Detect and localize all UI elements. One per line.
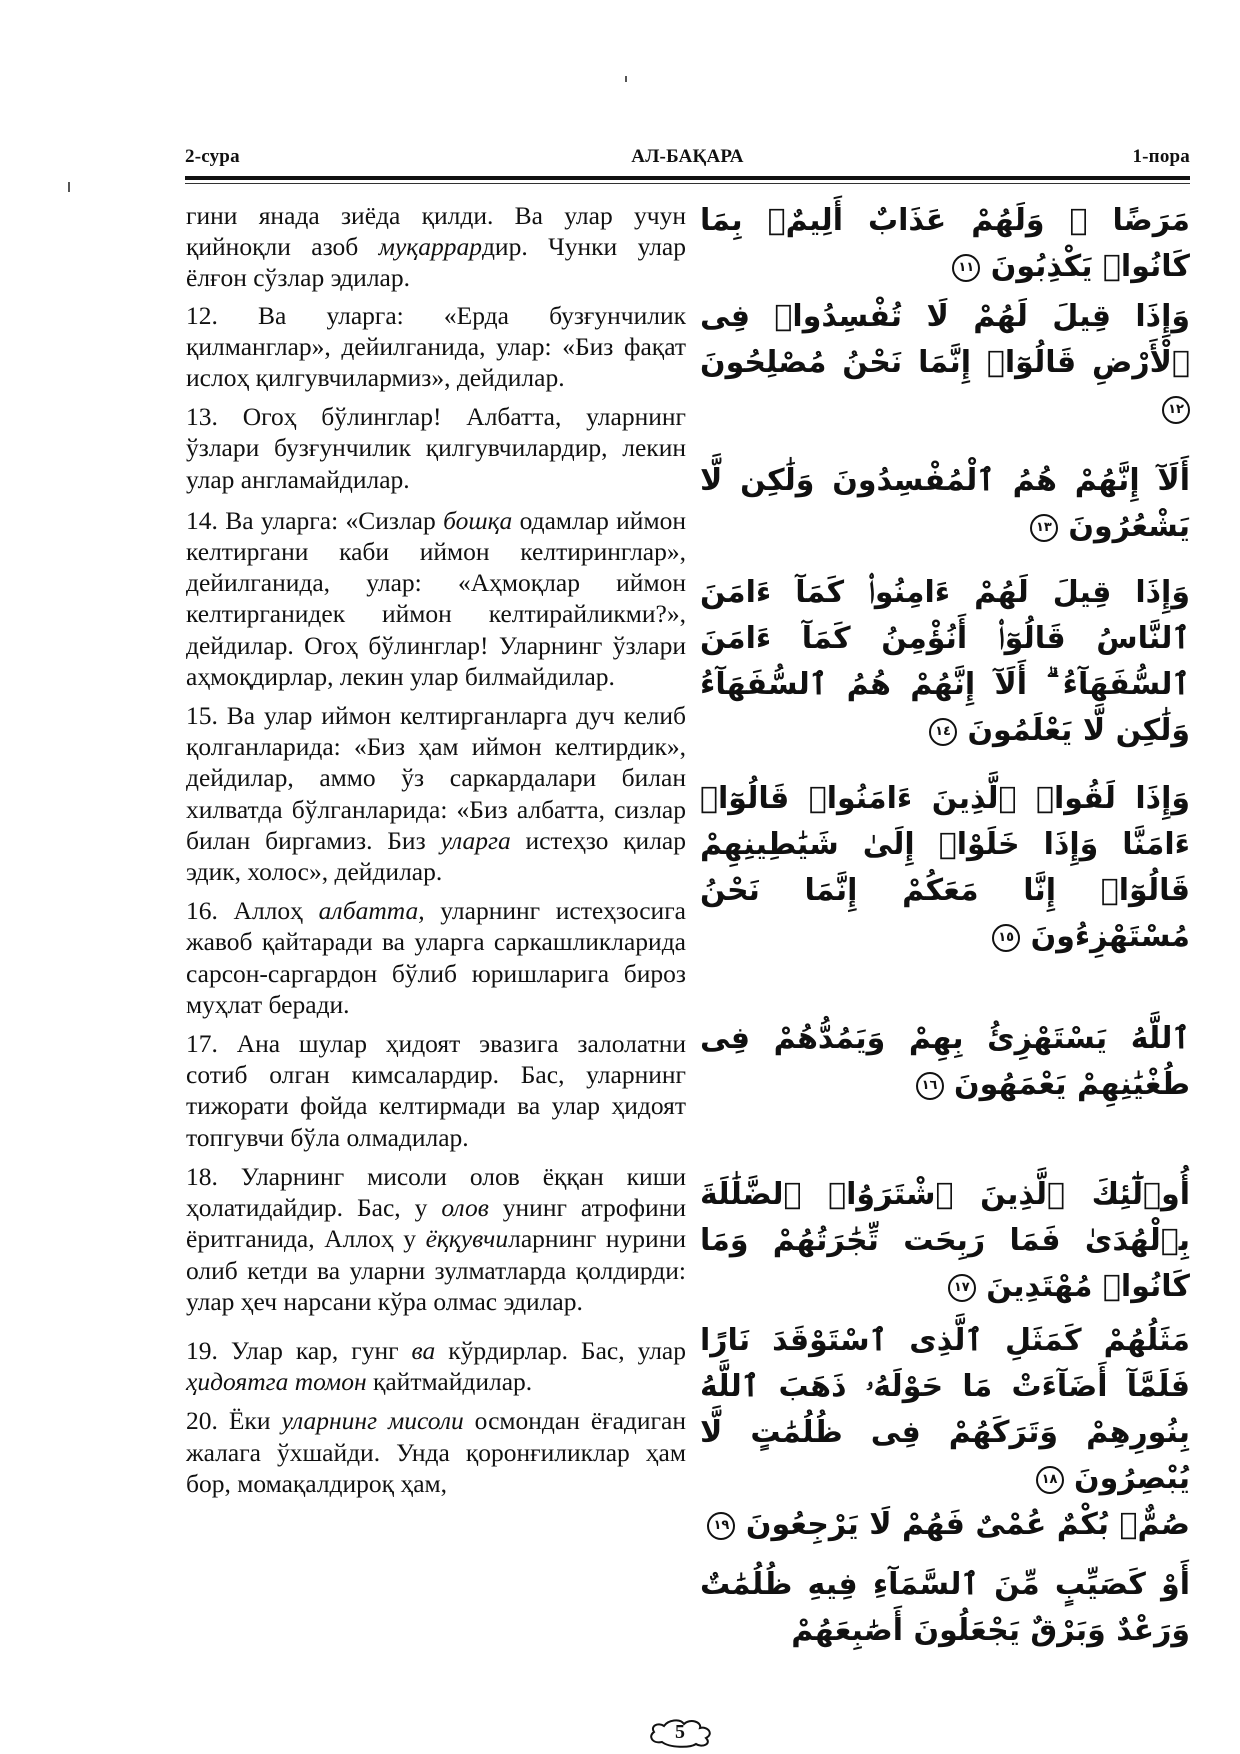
translation-verse-p18 <box>186 1161 686 1317</box>
arabic-text: صُمٌّۢ بُكْمٌ عُمْىٌ فَهُمْ لَا يَرْجِعُونَ <box>735 1507 1190 1542</box>
verse-text: 16. Аллоҳ <box>186 896 319 926</box>
surah-number: 2-сура <box>185 146 240 167</box>
italic-insertion: ёққувчи <box>425 1224 509 1254</box>
italic-insertion: олов <box>441 1193 489 1223</box>
verse-text: 17. Ана шулар ҳидоят эвазига залолатни сотиб олган кимсалардир. Бас, уларнинг тижорати фойда келтирмади ва улар ҳидоят топгувчи бўла олмадилар. <box>186 1029 686 1152</box>
arabic-verse-a19 <box>700 1502 1190 1548</box>
translation-verse-p11 <box>186 200 686 294</box>
italic-insertion: муқаррар <box>378 232 482 262</box>
arabic-verse-a20 <box>700 1562 1190 1654</box>
verse-text: уларнинг истеҳзосига жавоб қайтаради ва уларга саркашликларида сарсон-саргардон бўлиб юришларига бироз муҳлат беради. <box>186 896 686 1019</box>
surah-title: АЛ-БАҚАРА <box>631 146 744 167</box>
translation-verse-p15 <box>186 700 686 887</box>
verse-text: осмондан ёғадиган жалага ўхшайди. Унда қоронғиликлар ҳам бор, момақалдироқ ҳам, <box>186 1406 686 1498</box>
running-header <box>185 146 1190 170</box>
ayah-number-marker: ١٢ <box>1162 396 1190 424</box>
scan-speck <box>68 182 70 192</box>
verse-text: кўрдирлар. Бас, улар <box>435 1335 686 1365</box>
arabic-text: مَرَضًا ۖ وَلَهُمْ عَذَابٌ أَلِيمٌۢ بِمَا كَانُوا۟ يَكْذِبُونَ <box>700 203 1190 284</box>
header-rule <box>185 176 1190 180</box>
verse-text: 15. Ва улар иймон келтирганларга дуч келиб қолганларида: «Биз ҳам иймон келтирдик», дейдилар, аммо ўз саркардалари билан хилватда бўлганларида: «Биз албатта, сизлар билан биргамиз. Биз <box>186 701 686 855</box>
translation-verse-p19 <box>186 1335 686 1397</box>
arabic-verse-a15 <box>700 776 1190 960</box>
arabic-verse-a17 <box>700 1172 1190 1310</box>
scan-speck <box>625 76 627 82</box>
ayah-number-marker: ١٨ <box>1036 1466 1064 1494</box>
page-number-ornament <box>640 1718 720 1748</box>
italic-insertion: уларга <box>440 825 511 855</box>
arabic-verse-a14 <box>700 570 1190 754</box>
translation-verse-p14 <box>186 505 686 692</box>
arabic-text: أُو۟لَٰٓئِكَ ٱلَّذِينَ ٱشْتَرَوُا۟ ٱلضَّلَٰلَةَ بِٱلْهُدَىٰ فَمَا رَبِحَت تِّجَٰرَتُهُمْ وَمَا كَانُوا۟ مُهْتَدِينَ <box>700 1177 1190 1304</box>
verse-text: 20. Ёки <box>186 1406 282 1436</box>
ayah-number-marker: ١٣ <box>1030 514 1058 542</box>
ayah-number-marker: ١٧ <box>948 1274 976 1302</box>
verse-text: унинг атрофини ёритганида, Аллоҳ у <box>186 1193 686 1254</box>
verse-text: 13. Огоҳ бўлинглар! Албатта, уларнинг ўзлари бузғунчилик қилгувчилардир, лекин улар англамайдилар. <box>186 402 686 494</box>
ayah-number-marker: ١٥ <box>992 924 1020 952</box>
translation-verse-p13 <box>186 401 686 495</box>
verse-text: дир. Чунки улар ёлғон сўзлар эдилар. <box>186 232 686 293</box>
verse-text: қайтмайдилар. <box>366 1367 533 1397</box>
ayah-number-marker: ١١ <box>952 254 980 282</box>
arabic-verse-a11 <box>700 198 1190 290</box>
arabic-text: أَلَآ إِنَّهُمْ هُمُ ٱلْمُفْسِدُونَ وَلَٰكِن لَّا يَشْعُرُونَ <box>700 463 1190 544</box>
arabic-verse-a12 <box>700 294 1190 432</box>
verse-text: одамлар иймон келтиргани каби иймон келтиринглар», дейилганида, улар: «Аҳмоқлар иймон келтирганидек иймон келтирайликми?», дейдилар. Огоҳ бўлинглар! Уларнинг ўзлари аҳмоқдирлар, лекин улар билмайдилар. <box>186 505 686 691</box>
translation-verse-p12 <box>186 300 686 394</box>
verse-text: ларнинг нурини олиб кетди ва уларни зулматларда қолдирди: улар ҳеч нарсани кўра олмас эдилар. <box>186 1224 687 1316</box>
arabic-text: وَإِذَا لَقُوا۟ ٱلَّذِينَ ءَامَنُوا۟ قَالُوٓا۟ ءَامَنَّا وَإِذَا خَلَوْا۟ إِلَىٰ شَيَٰطِينِهِمْ قَالُوٓا۟ إِنَّا مَعَكُمْ إِنَّمَا نَحْنُ مُسْتَهْزِءُونَ <box>700 781 1190 954</box>
header-rule-thin <box>185 183 1190 184</box>
translation-verse-p17 <box>186 1028 686 1153</box>
arabic-text: وَإِذَا قِيلَ لَهُمْ ءَامِنُوا۟ كَمَآ ءَامَنَ ٱلنَّاسُ قَالُوٓا۟ أَنُؤْمِنُ كَمَآ ءَامَنَ ٱلسُّفَهَآءُ ۗ أَلَآ إِنَّهُمْ هُمُ ٱلسُّفَهَآءُ وَلَٰكِن لَّا يَعْلَمُونَ <box>700 575 1190 748</box>
arabic-text: ٱللَّهُ يَسْتَهْزِئُ بِهِمْ وَيَمُدُّهُمْ فِى طُغْيَٰنِهِمْ يَعْمَهُونَ <box>700 1021 1190 1102</box>
verse-text: 12. Ва уларга: «Ерда бузғунчилик қилманглар», дейилганида, улар: «Биз фақат ислоҳ қилгувчилармиз», дейдилар. <box>186 300 686 393</box>
translation-verse-p16 <box>186 895 686 1020</box>
ayah-number-marker: ١٦ <box>916 1072 944 1100</box>
juz-number: 1-пора <box>1132 146 1190 167</box>
arabic-text: وَإِذَا قِيلَ لَهُمْ لَا تُفْسِدُوا۟ فِى ٱلْأَرْضِ قَالُوٓا۟ إِنَّمَا نَحْنُ مُصْلِحُونَ <box>700 299 1190 380</box>
italic-insertion: уларнинг мисоли <box>281 1406 464 1436</box>
verse-text: 19. Улар кар, гунг <box>186 1335 412 1365</box>
ayah-number-marker: ١٤ <box>929 718 957 746</box>
verse-text: гини янада зиёда қилди. Ва улар учун қийноқли азоб <box>186 201 686 262</box>
arabic-text: مَثَلُهُمْ كَمَثَلِ ٱلَّذِى ٱسْتَوْقَدَ نَارًا فَلَمَّآ أَضَآءَتْ مَا حَوْلَهُۥ ذَهَبَ ٱللَّهُ بِنُورِهِمْ وَتَرَكَهُمْ فِى ظُلُمَٰتٍ لَّا يُبْصِرُونَ <box>700 1323 1190 1496</box>
verse-text: истеҳзо қилар эдик, холос», дейдилар. <box>186 825 686 887</box>
italic-insertion: ҳидоятга томон <box>186 1367 367 1397</box>
italic-insertion: албатта, <box>318 896 425 926</box>
verse-text: 14. Ва уларга: «Сизлар <box>186 505 444 535</box>
ayah-number-marker: ١٩ <box>707 1512 735 1540</box>
page-number: 5 <box>675 1721 685 1743</box>
arabic-verse-a18 <box>700 1318 1190 1502</box>
italic-insertion: ва <box>411 1335 436 1365</box>
arabic-column <box>700 198 1190 1654</box>
translation-verse-p20 <box>186 1405 686 1499</box>
arabic-verse-a13 <box>700 458 1190 550</box>
arabic-verse-a16 <box>700 1016 1190 1108</box>
arabic-text: أَوْ كَصَيِّبٍ مِّنَ ٱلسَّمَآءِ فِيهِ ظُلُمَٰتٌ وَرَعْدٌ وَبَرْقٌ يَجْعَلُونَ أَصَٰبِعَهُمْ <box>700 1567 1190 1648</box>
italic-insertion: бошқа <box>443 505 513 535</box>
verse-text: 18. Уларнинг мисоли олов ёққан киши ҳолатидайдир. Бас, у <box>186 1161 686 1223</box>
translation-column <box>186 200 686 1499</box>
